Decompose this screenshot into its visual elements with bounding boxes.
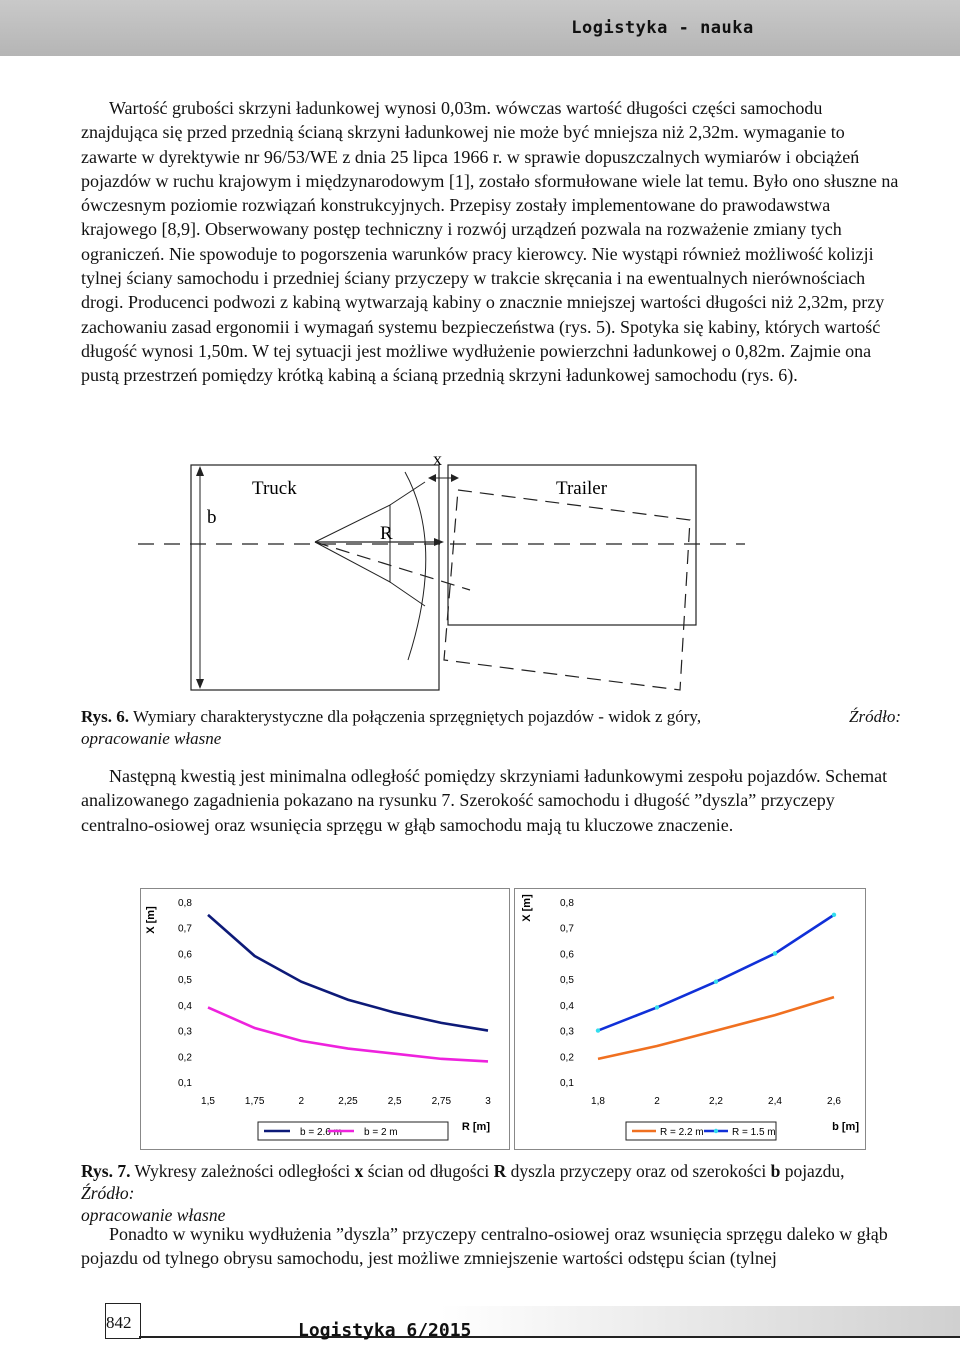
y-tick-label: 0,1: [560, 1078, 574, 1089]
figure-6-caption-source-cont: opracowanie własne: [81, 729, 222, 748]
data-point: [773, 951, 777, 955]
legend-marker: [714, 1129, 718, 1133]
figure-6-diagram: [0, 430, 960, 700]
y-tick-label: 0,8: [178, 898, 192, 909]
y-tick-label: 0,7: [560, 923, 574, 935]
x-tick-label: 1,5: [201, 1096, 215, 1107]
y-tick-label: 0,3: [560, 1026, 574, 1038]
label-r: R: [380, 523, 393, 544]
body-paragraph-2: Następną kwestią jest minimalna odległość pomiędzy skrzyniami ładunkowymi zespołu pojazdów. Schemat analizowanego zagadnienia pokazano na rysunku 7. Szerokość samochodu i długość ”dyszla” przyczepy centralno-osiowej oraz wsunięcia sprzęgu w głąb samochodu mają tu kluczowe znaczenie.: [81, 766, 888, 835]
x-tick-label: 2,5: [387, 1096, 402, 1107]
x-axis-label: R [m]: [461, 1121, 490, 1133]
legend-label: b = 2 m: [364, 1127, 398, 1138]
figure-6-caption: [81, 706, 901, 750]
caption-var-b: b: [770, 1161, 781, 1181]
footer-band: [440, 1306, 960, 1336]
page-number: 842: [106, 1313, 132, 1332]
figure-7-caption-source-cont: opracowanie własne: [81, 1205, 226, 1225]
label-x: x: [433, 449, 442, 469]
caption-text: dyszla przyczepy oraz od szerokości: [506, 1161, 771, 1181]
figure-7-chart-right: [514, 888, 866, 1150]
y-tick-label: 0,2: [560, 1052, 574, 1064]
figure-7-caption-label: Rys. 7.: [81, 1161, 131, 1181]
x-tick-label: 1,8: [591, 1096, 605, 1107]
x-tick-label: 2,25: [338, 1096, 358, 1107]
x-tick-label: 1,75: [244, 1096, 265, 1107]
body-paragraph-3: Ponadto w wyniku wydłużenia ”dyszla” przyczepy centralno-osiowej oraz wsunięcia sprzęgu daleko w głąb pojazdu od tylnego obrysu samochodu, jest możliwe zmniejszenie wartości odstępu ścian (tylnej: [81, 1224, 888, 1269]
figure-7-caption-source: Źródło:: [81, 1183, 135, 1203]
y-tick-label: 0,8: [560, 898, 574, 909]
y-tick-label: 0,2: [178, 1052, 192, 1064]
y-tick-label: 0,3: [178, 1026, 192, 1038]
footer-journal: Logistyka 6/2015: [298, 1320, 472, 1341]
x-tick-label: 3: [485, 1096, 491, 1107]
label-b: b: [207, 507, 217, 528]
caption-text: ścian od długości: [363, 1161, 494, 1181]
y-tick-label: 0,6: [560, 949, 574, 961]
running-header: [0, 0, 960, 56]
x-tick-label: 2,75: [431, 1096, 452, 1107]
truck-box: [191, 465, 439, 690]
figure-6-caption-label: Rys. 6.: [81, 707, 130, 726]
x-tick-label: 2: [654, 1096, 660, 1107]
data-point: [596, 1028, 600, 1032]
caption-text: pojazdu,: [780, 1161, 845, 1181]
figure-7-chart-left: [140, 888, 510, 1150]
figure-6-caption-source: Źródło:: [849, 707, 901, 726]
legend-label: b = 2.6 m: [300, 1127, 342, 1138]
y-tick-label: 0,4: [178, 1000, 192, 1012]
x-axis-label: b [m]: [832, 1121, 859, 1133]
y-axis-label: X [m]: [521, 894, 533, 922]
caption-var-r: R: [493, 1161, 507, 1181]
y-axis-label: X [m]: [145, 906, 157, 934]
label-truck: Truck: [252, 478, 297, 499]
legend-label: R = 1.5 m: [732, 1127, 776, 1138]
y-tick-label: 0,5: [178, 975, 192, 987]
running-header-title: Logistyka - nauka: [571, 18, 754, 38]
y-tick-label: 0,4: [560, 1000, 574, 1012]
y-tick-label: 0,6: [178, 949, 192, 961]
data-point: [714, 980, 718, 984]
legend-label: R = 2.2 m: [660, 1127, 704, 1138]
y-tick-label: 0,1: [178, 1078, 192, 1089]
data-point: [832, 913, 836, 917]
x-tick-label: 2,2: [709, 1096, 723, 1107]
footer-rule: [139, 1336, 960, 1338]
x-tick-label: 2,4: [768, 1096, 782, 1107]
y-tick-label: 0,5: [560, 975, 574, 987]
rotated-trailer: [444, 490, 690, 690]
caption-text: Wykresy zależności odległości: [130, 1161, 355, 1181]
figure-7-caption: [81, 1160, 901, 1226]
turning-arc: [405, 472, 426, 660]
data-point: [655, 1005, 659, 1009]
figure-6-caption-text: Wymiary charakterystyczne dla połączenia sprzęgniętych pojazdów - widok z góry,: [129, 707, 702, 726]
x-tick-label: 2,6: [827, 1096, 841, 1107]
x-tick-label: 2: [298, 1096, 305, 1107]
y-tick-label: 0,7: [178, 923, 192, 935]
caption-var-x: x: [354, 1161, 364, 1181]
body-paragraph-1: Wartość grubości skrzyni ładunkowej wynosi 0,03m. wówczas wartość długości części samochodu znajdująca się przed przednią ścianą skrzyni ładunkowej nie może być mniejsza niż 2,32m. wymaganie to zawarte w dyrektywie nr 96/53/WE z dnia 25 lipca 1966 r. w sprawie dopuszczalnych wymiarów i obciążeń pojazdów w ruchu krajowym i międzynarodowym [1], zostało sformułowane wiele lat temu. Było ono słuszne na ówczesnym poziomie rozwiązań konstrukcyjnych. Przepisy zostały implementowane do prawodawstwa krajowego [8,9]. Obserwowany postęp techniczny i rozwój urządzeń pozwala na rozważenie zmiany tych ograniczeń. Nie spowoduje to pogorszenia warunków pracy kierowcy. Nie wystąpi również możliwość kolizji tylnej ściany samochodu i przedniej ściany przyczepy w trakcie skręcania i na ewentualnych nierównościach drogi. Producenci podwozi z kabiną wytwarzają kabiny o znacznie mniejszej wartości długości niż 2,32m, przy zachowaniu zasad ergonomii i wymagań systemu bezpieczeństwa (rys. 5). Spotyka się kabiny, których wartość długość wynosi 1,50m. W tej sytuacji jest możliwe wydłużenie powierzchni ładunkowej o 0,82m. Zajmie ona pustą przestrzeń pomiędzy krótką kabiną a ścianą przednią skrzyni ładunkowej samochodu (rys. 6).: [81, 98, 899, 386]
label-trailer: Trailer: [556, 478, 608, 499]
